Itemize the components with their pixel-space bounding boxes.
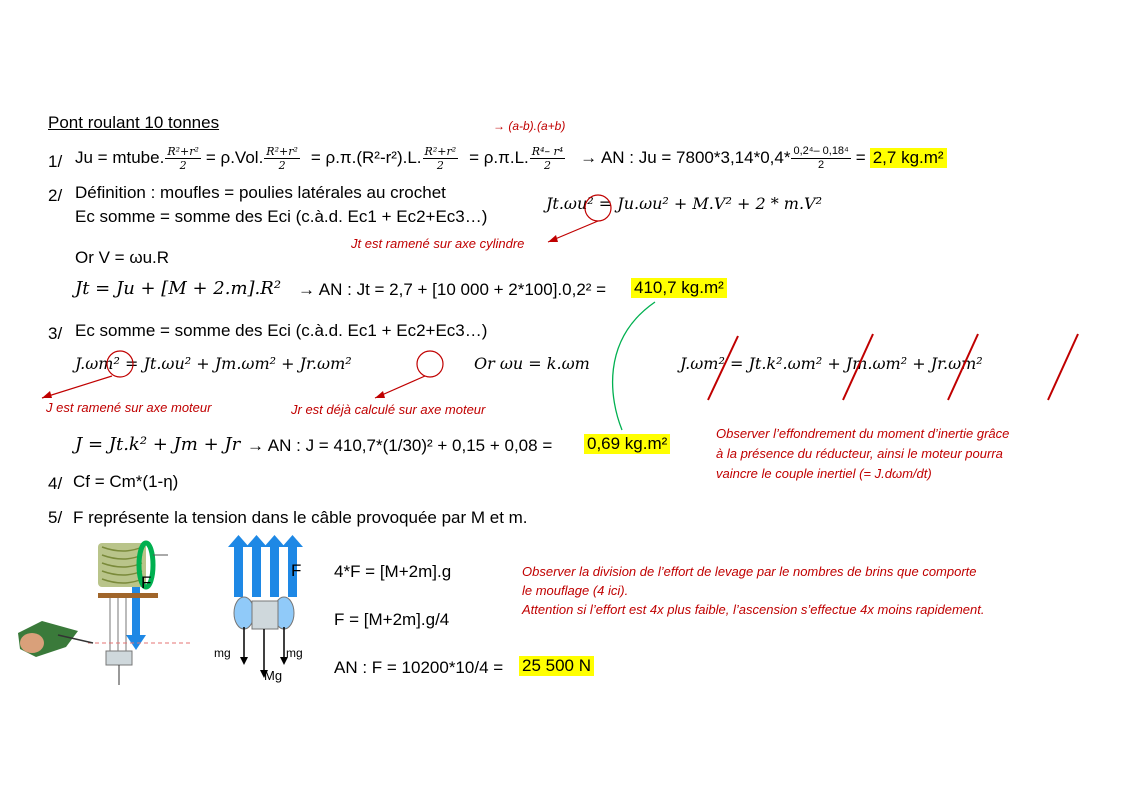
- q3-simplified-equation: J.ωm² = Jt.k².ωm² + Jm.ωm² + Jr.ωm²: [680, 354, 983, 373]
- q3-an: → AN : J = 410,7*(1/30)² + 0,15 + 0,08 =: [247, 436, 553, 455]
- q4-formula: Cf = Cm*(1-η): [73, 472, 179, 491]
- q1-frac-1: $\frac{\text{R²+r²}}{2}$: [167, 144, 199, 172]
- q2-label: 2/: [48, 186, 63, 205]
- q2-ec-somme: Ec somme = somme des Eci (c.à.d. Ec1 + Ec2+Ec3…): [75, 207, 488, 226]
- q1-ju: Ju = mtube.: [75, 148, 165, 167]
- q1-an-frac: $\frac{\text{0,2⁴– 0,18⁴}}{2}$: [793, 144, 849, 171]
- q1-rho-pi: = ρ.π.(R²-r²).L.: [310, 148, 422, 167]
- q5-observation-line: le mouflage (4 ici).: [522, 583, 629, 598]
- q3-observation: [716, 424, 1009, 484]
- q2-definition: Définition : moufles = poulies latérales au crochet: [75, 183, 446, 202]
- q3-result: 0,69 kg.m²: [584, 434, 670, 454]
- q3-ec-somme: Ec somme = somme des Eci (c.à.d. Ec1 + Ec2+Ec3…): [75, 321, 488, 340]
- q5-label: 5/: [48, 508, 63, 527]
- q1-label: 1/: [48, 152, 63, 171]
- q3-j-formula: J = Jt.k² + Jm + Jr: [75, 434, 241, 455]
- fig1-force-label: F: [141, 573, 152, 592]
- page-title: Pont roulant 10 tonnes: [48, 113, 220, 132]
- q3-or-wu: Or ωu = k.ωm: [474, 354, 590, 373]
- q1-an: → AN : Ju = 7800*3,14*0,4*: [580, 148, 791, 167]
- q1-frac-3: $\frac{\text{R²+r²}}{2}$: [424, 144, 457, 172]
- q3-observation-line: Observer l’effondrement du moment d’inertie grâce: [716, 426, 1010, 441]
- q2-result: 410,7 kg.m²: [631, 278, 727, 298]
- q5-eq1: 4*F = [M+2m].g: [334, 562, 452, 581]
- q5-text: F représente la tension dans le câble provoquée par M et m.: [73, 508, 528, 527]
- note-ab: → (a-b).(a+b): [493, 119, 566, 133]
- q1-frac-4: $\frac{\text{R⁴– r⁴}}{2}$: [531, 144, 564, 172]
- q5-observation-line: Observer la division de l’effort de levage par le nombres de brins que comporte: [522, 564, 977, 579]
- q1-frac-2: $\frac{\text{R²+r²}}{2}$: [266, 144, 298, 172]
- q1-rho-pi-l: = ρ.π.L.: [469, 148, 529, 167]
- q3-observation-line: vaincre le couple inertiel (= J.dωm/dt): [716, 466, 932, 481]
- q3-observation-line: à la présence du réducteur, ainsi le moteur pourra: [716, 446, 1003, 461]
- q3-note-jr: Jr est déjà calculé sur axe moteur: [291, 402, 486, 417]
- q5-eq2: F = [M+2m].g/4: [334, 610, 450, 629]
- q1-eq: =: [855, 148, 866, 167]
- fig2-mg-left: mg: [214, 646, 231, 660]
- q2-note-jt: Jt est ramené sur axe cylindre: [351, 236, 525, 251]
- q3-label: 3/: [48, 324, 63, 343]
- fig2-force-label: F: [291, 561, 302, 580]
- q2-an: → AN : Jt = 2,7 + [10 000 + 2*100].0,2² =: [298, 280, 607, 299]
- q2-jt-formula: Jt = Ju + [M + 2.m].R²: [75, 278, 282, 299]
- q3-note-j: J est ramené sur axe moteur: [46, 400, 212, 415]
- crane-drum-figure: [18, 535, 218, 695]
- q5-observation-line: Attention si l’effort est 4x plus faible, l’ascension s’effectue 4x moins rapidement.: [522, 602, 985, 617]
- q4-label: 4/: [48, 474, 63, 493]
- pulley-block-figure: [222, 535, 322, 685]
- fig2-Mg: Mg: [264, 668, 283, 683]
- q5-an: AN : F = 10200*10/4 =: [334, 658, 504, 677]
- q2-energy-equation: Jt.ωu² = Ju.ωu² + M.V² + 2 * m.V²: [546, 194, 823, 213]
- fig2-mg-right: mg: [286, 646, 303, 660]
- q3-energy-equation: J.ωm² = Jt.ωu² + Jm.ωm² + Jr.ωm²: [75, 354, 352, 373]
- q1-result: 2,7 kg.m²: [870, 148, 947, 168]
- q1-rho-vol: = ρ.Vol.: [205, 148, 264, 167]
- q2-or-v: Or V = ωu.R: [75, 248, 170, 267]
- q5-observation: [522, 562, 984, 619]
- q5-result: 25 500 N: [519, 656, 594, 676]
